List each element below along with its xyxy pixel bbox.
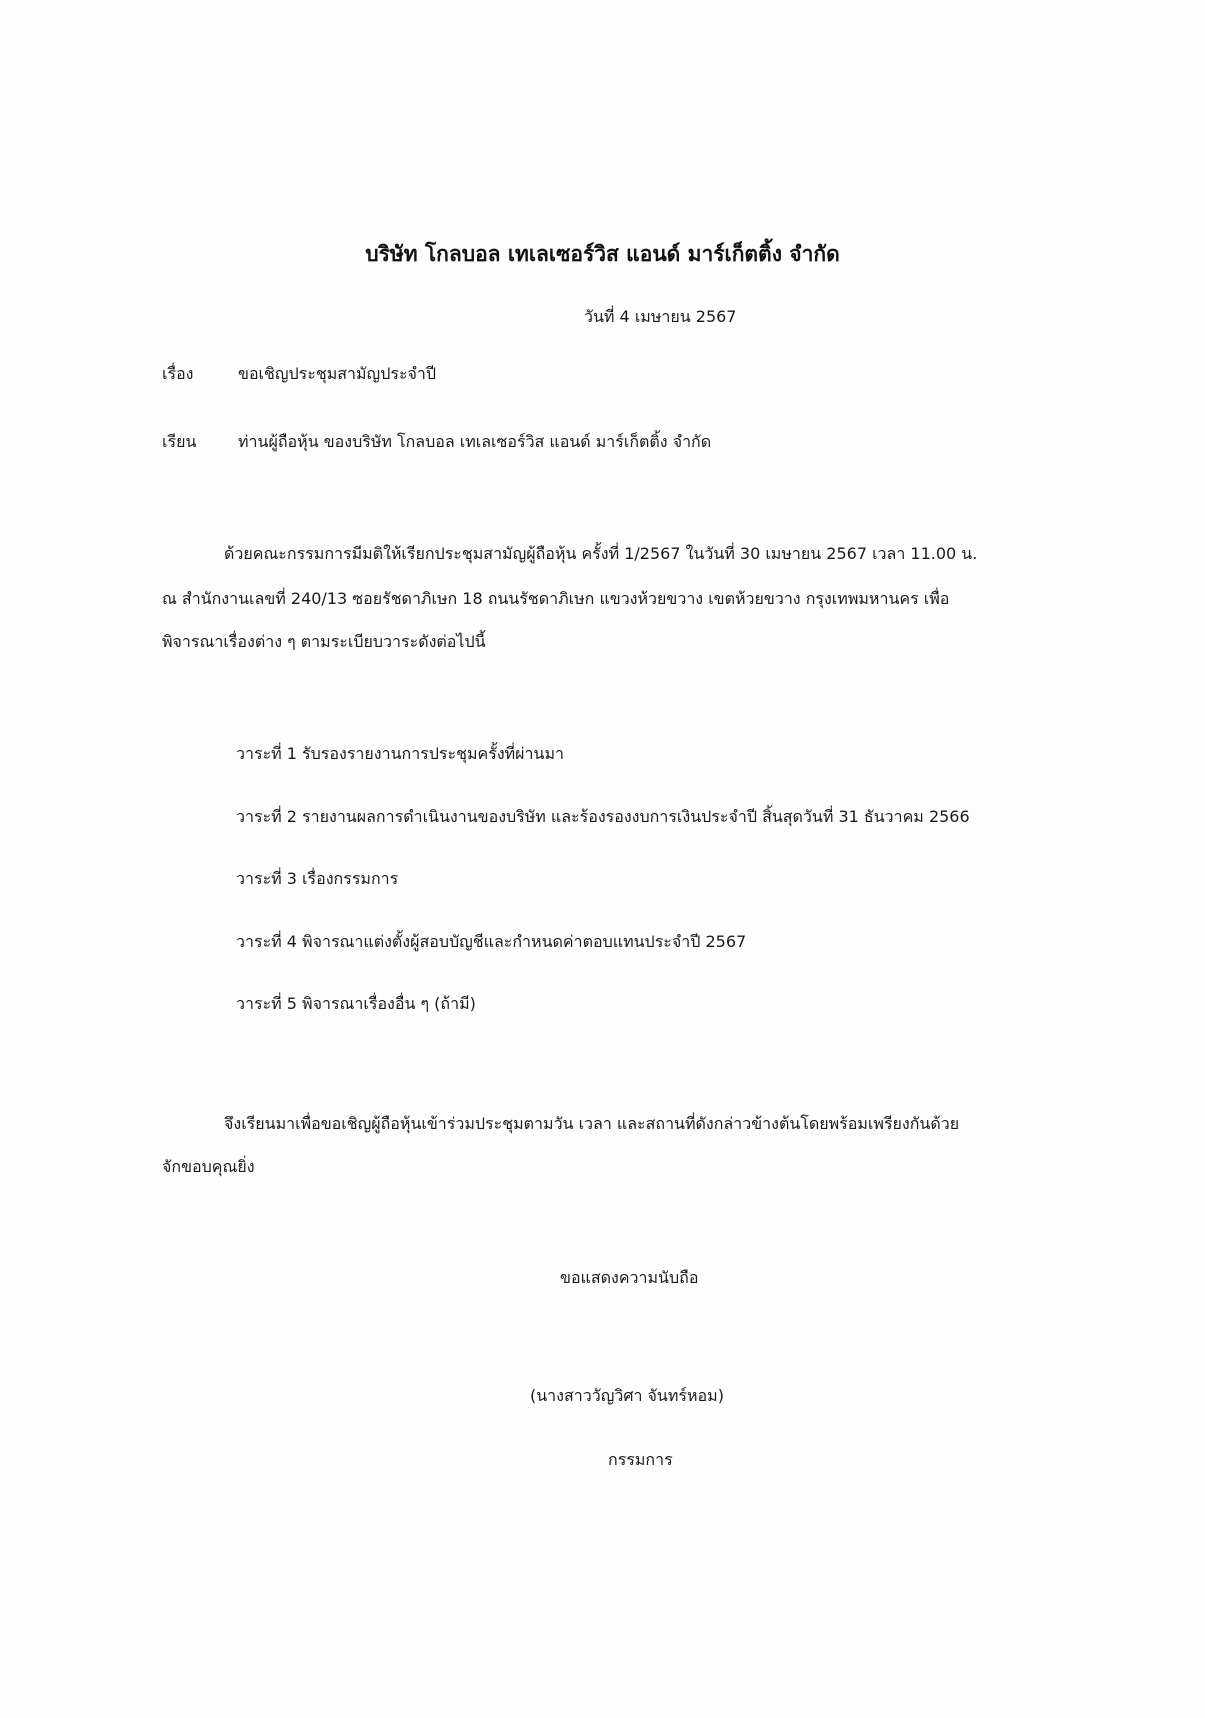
closing-line-1: จึงเรียนมาเพื่อขอเชิญผู้ถือหุ้นเข้าร่วมประชุมตามวัน เวลา และสถานที่ดังกล่าวข้างต้นโดยพร้อมเพรียงกันด้วย <box>224 1114 960 1133</box>
intro-line-2: ณ สำนักงานเลขที่ 240/13 ซอยรัชดาภิเษก 18 ถนนรัชดาภิเษก แขวงห้วยขวาง เขตห้วยขวาง กรุงเทพมหานคร เพื่อ <box>162 589 950 608</box>
agenda-item-1: วาระที่ 1 รับรองรายงานการประชุมครั้งที่ผ่านมา <box>236 744 565 763</box>
closing-line-2: จักขอบคุณยิ่ง <box>162 1157 255 1176</box>
agenda-item-3: วาระที่ 3 เรื่องกรรมการ <box>236 869 399 888</box>
agenda-item-2: วาระที่ 2 รายงานผลการดำเนินงานของบริษัท และร้องรองงบการเงินประจำปี สิ้นสุดวันที่ 31 ธันวาคม 2566 <box>236 807 970 826</box>
subject-label: เรื่อง <box>162 364 194 383</box>
signer-name: (นางสาววัญวิศา จันทร์หอม) <box>530 1386 724 1405</box>
signer-title: กรรมการ <box>608 1450 673 1469</box>
regards: ขอแสดงความนับถือ <box>560 1268 699 1287</box>
subject-text: ขอเชิญประชุมสามัญประจำปี <box>238 364 437 383</box>
intro-line-1: ด้วยคณะกรรมการมีมติให้เรียกประชุมสามัญผู้ถือหุ้น ครั้งที่ 1/2567 ในวันที่ 30 เมษายน 2567 เวลา 11.00 น. <box>224 544 978 563</box>
intro-line-3: พิจารณาเรื่องต่าง ๆ ตามระเบียบวาระดังต่อไปนี้ <box>162 632 486 651</box>
company-title: บริษัท โกลบอล เทเลเซอร์วิส แอนด์ มาร์เก็ตติ้ง จำกัด <box>365 242 840 266</box>
agenda-item-4: วาระที่ 4 พิจารณาแต่งตั้งผู้สอบบัญชีและกำหนดค่าตอบแทนประจำปี 2567 <box>236 932 747 951</box>
to-text: ท่านผู้ถือหุ้น ของบริษัท โกลบอล เทเลเซอร์วิส แอนด์ มาร์เก็ตติ้ง จำกัด <box>238 432 712 451</box>
document-date: วันที่ 4 เมษายน 2567 <box>584 307 737 326</box>
to-label: เรียน <box>162 432 197 451</box>
agenda-item-5: วาระที่ 5 พิจารณาเรื่องอื่น ๆ (ถ้ามี) <box>236 994 476 1013</box>
